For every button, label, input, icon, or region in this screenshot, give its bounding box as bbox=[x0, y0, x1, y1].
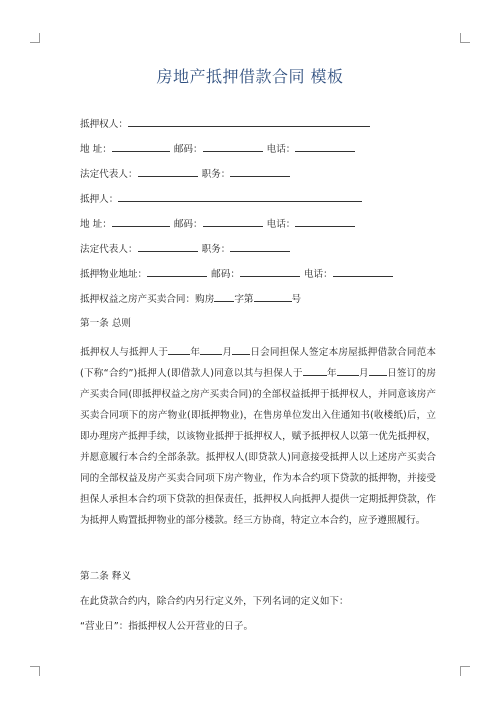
year-label: 年 bbox=[190, 347, 201, 358]
position-label: 职务： bbox=[201, 169, 231, 180]
address-blank bbox=[112, 141, 170, 152]
article-1-text-1: 抵押权人与抵押人于 bbox=[80, 347, 169, 358]
mortgagee-label: 抵押权人： bbox=[80, 119, 128, 130]
address-blank bbox=[112, 216, 170, 227]
crop-mark-top-left bbox=[30, 33, 40, 43]
article-1-text-3: 日签订的房产买卖合同(即抵押权益之房产买卖合同)的全部权益抵押于抵押权人，并同意该房产买卖合同项下的房产物业(即抵押物业)，在售房单位发出入住通知书(收楼纸)后，立即办理房产抵押手续，以该物业抵押于抵押权人，赋予抵押权人以第一优先抵押权，并愿意履行本合约全部条款。抵押权人(即贷款人)同意接受抵押人以上述房产买卖合同的全部权益及房产买卖合同项下房产物业，作为本合约项下贷款的抵押物，并接受担保人承担本合约项下贷款的担保责任，抵押权人向抵押人提供一定期抵押贷款，作为抵押人购置抵押物业的部分楼款。经三方协商，特定立本合约，应予遵照履行。 bbox=[80, 368, 437, 526]
position-blank bbox=[230, 166, 290, 177]
mortgagee-line bbox=[80, 116, 370, 131]
definition-business-day: “营业日”：指抵押权人公开营业的日子。 bbox=[80, 621, 254, 632]
postcode-blank bbox=[203, 216, 263, 227]
day-blank bbox=[232, 344, 250, 355]
year-label: 年 bbox=[326, 368, 337, 379]
property-address-label: 抵押物业地址： bbox=[80, 269, 148, 280]
phone-label: 电话： bbox=[266, 144, 296, 155]
address-label: 地 址： bbox=[80, 219, 112, 230]
mortgagee-address-line bbox=[80, 141, 355, 156]
mortgagee-legal-rep-line bbox=[80, 166, 290, 181]
postcode-blank bbox=[203, 141, 263, 152]
article-1-heading: 第一条 总则 bbox=[80, 318, 132, 329]
article-2-heading: 第二条 释义 bbox=[80, 571, 132, 582]
document-title: 房地产抵押借款合同 模板 bbox=[156, 67, 344, 86]
legal-rep-label: 法定代表人： bbox=[80, 169, 138, 180]
crop-mark-top-right bbox=[460, 33, 470, 43]
legal-rep-blank bbox=[138, 241, 198, 252]
phone-blank bbox=[333, 266, 393, 277]
contract-mid: 字第 bbox=[234, 294, 254, 305]
year-blank bbox=[303, 365, 327, 376]
purchase-contract-line bbox=[80, 291, 301, 306]
contract-suffix: 号 bbox=[291, 294, 302, 305]
month-blank bbox=[337, 365, 359, 376]
crop-mark-bottom-right bbox=[460, 666, 470, 676]
phone-blank bbox=[295, 216, 355, 227]
postcode-label: 邮码： bbox=[173, 219, 203, 230]
month-blank bbox=[200, 344, 222, 355]
mortgagor-line bbox=[80, 191, 362, 206]
month-label: 月 bbox=[222, 347, 233, 358]
mortgagor-blank bbox=[118, 191, 362, 202]
legal-rep-blank bbox=[138, 166, 198, 177]
mortgagee-blank bbox=[128, 116, 370, 127]
month-label: 月 bbox=[358, 368, 369, 379]
year-blank bbox=[168, 344, 190, 355]
mortgagor-address-line bbox=[80, 216, 355, 231]
phone-label: 电话： bbox=[303, 269, 333, 280]
position-label: 职务： bbox=[201, 244, 231, 255]
postcode-blank bbox=[240, 266, 300, 277]
property-address-line bbox=[80, 266, 393, 281]
crop-mark-bottom-left bbox=[30, 666, 40, 676]
postcode-label: 邮码： bbox=[211, 269, 240, 280]
phone-label: 电话： bbox=[266, 219, 296, 230]
contract-prefix: 抵押权益之房产买卖合同：购房 bbox=[80, 294, 215, 305]
contract-word-blank bbox=[214, 291, 234, 302]
position-blank bbox=[230, 241, 290, 252]
article-1-text-2: 日会同担保人签定本房屋抵押借款合同范本(下称“合约”)抵押人(即借款人)同意以其与担保人于 bbox=[80, 347, 436, 379]
article-1-body bbox=[80, 342, 436, 531]
day-blank bbox=[369, 365, 387, 376]
postcode-label: 邮码： bbox=[173, 144, 203, 155]
phone-blank bbox=[295, 141, 355, 152]
legal-rep-label: 法定代表人： bbox=[80, 244, 138, 255]
contract-number-blank bbox=[254, 291, 292, 302]
mortgagor-legal-rep-line bbox=[80, 241, 290, 256]
mortgagor-label: 抵押人： bbox=[80, 194, 119, 205]
address-label: 地 址： bbox=[80, 144, 112, 155]
property-address-blank bbox=[147, 266, 207, 277]
article-2-intro: 在此贷款合约内，除合约内另行定义外，下列名词的定义如下： bbox=[80, 596, 349, 607]
